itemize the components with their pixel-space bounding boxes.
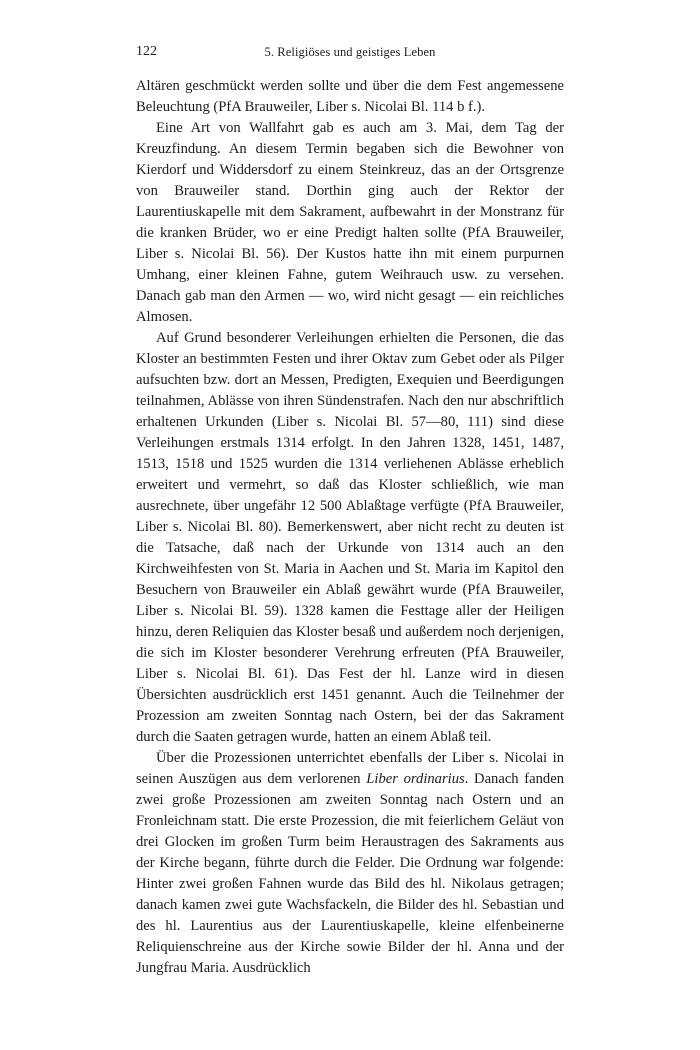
paragraph-2 <box>136 118 564 328</box>
page-number: 122 <box>136 44 157 59</box>
paragraph-4 <box>136 748 564 979</box>
paragraph-3-text: Auf Grund besonderer Verleihungen erhielten die Personen, die das Kloster an bestimmten Festen und ihrer Oktav zum Gebet oder als Pilger aufsuchten bzw. dort an Messen, Predigten, Exequien und Beerdigungen teilnahmen, Ablässe von ihren Sündenstrafen. Nach den nur abschriftlich erhaltenen Urkunden (Liber s. Nicolai Bl. 57—80, 111) sind diese Verleihungen erstmals 1314 erfolgt. In den Jahren 1328, 1451, 1487, 1513, 1518 und 1525 wurden die 1314 verliehenen Ablässe erheblich erweitert und vermehrt, so daß das Kloster schließlich, wie man ausrechnete, über ungefähr 12 500 Ablaßtage verfügte (PfA Brauweiler, Liber s. Nicolai Bl. 80). Bemerkenswert, aber nicht recht zu deuten ist die Tatsache, daß nach der Urkunde von 1314 auch an den Kirchweihfesten von St. Maria in Aachen und St. Maria im Kapitol den Besuchern von Brauweiler ein Ablaß gewährt wurde (PfA Brauweiler, Liber s. Nicolai Bl. 59). 1328 kamen die Festtage aller der Heiligen hinzu, deren Reliquien das Kloster besaß und außerdem noch derjenigen, die sich im Kloster besonderer Verehrung erfreuten (PfA Brauweiler, Liber s. Nicolai Bl. 61). Das Fest der hl. Lanze wird in diesen Übersichten ausdrücklich erst 1451 genannt. Auch die Teilnehmer der Prozession am zweiten Sonntag nach Ostern, bei der das Sakrament durch die Saaten getragen wurde, hatten an einem Ablaß teil. <box>136 330 564 745</box>
book-page <box>136 44 564 979</box>
running-head <box>136 44 564 66</box>
liber-ordinarius-title: Liber ordinarius <box>366 771 465 787</box>
body-text <box>136 76 564 979</box>
paragraph-1-text: Altären geschmückt werden sollte und über die dem Fest angemessene Beleuchtung (PfA Brauweiler, Liber s. Nicolai Bl. 114 b f.). <box>136 78 564 115</box>
chapter-title: 5. Religiöses und geistiges Leben <box>264 45 436 59</box>
paragraph-4-text-b: . Danach fanden zwei große Prozessionen am zweiten Sonntag nach Ostern und an Fronleichnam statt. Die erste Prozession, die mit feierlichem Geläut von drei Glocken im großen Turm beim Heraustragen des Sakraments aus der Kirche begann, führte durch die Felder. Die Ordnung war folgende: Hinter zwei großen Fahnen wurde das Bild des hl. Nikolaus getragen; danach kamen zwei gute Wachsfackeln, die Bilder des hl. Sebastian und des hl. Laurentius aus der Laurentiuskapelle, kleine elfenbeinerne Reliquienschreine aus der Kirche sowie Bilder der hl. Anna und der Jungfrau Maria. Ausdrücklich <box>136 771 564 976</box>
paragraph-2-text: Eine Art von Wallfahrt gab es auch am 3. Mai, dem Tag der Kreuzfindung. An diesem Termin begaben sich die Bewohner von Kierdorf und Widdersdorf zu einem Steinkreuz, das an der Ortsgrenze von Brauweiler stand. Dorthin ging auch der Rektor der Laurentiuskapelle mit dem Sakrament, aufbewahrt in der Monstranz für die kranken Brüder, wo er eine Predigt halten sollte (PfA Brauweiler, Liber s. Nicolai Bl. 56). Der Kustos hatte ihn mit einem purpurnen Umhang, einer kleinen Fahne, gutem Weihrauch usw. zu versehen. Danach gab man den Armen — wo, wird nicht gesagt — ein reichliches Almosen. <box>136 120 564 325</box>
paragraph-3 <box>136 328 564 748</box>
paragraph-1 <box>136 76 564 118</box>
paragraph-4-text-a: Über die Prozessionen unterrichtet ebenfalls der Liber s. Nicolai in seinen Auszügen aus dem verlorenen <box>136 750 564 787</box>
